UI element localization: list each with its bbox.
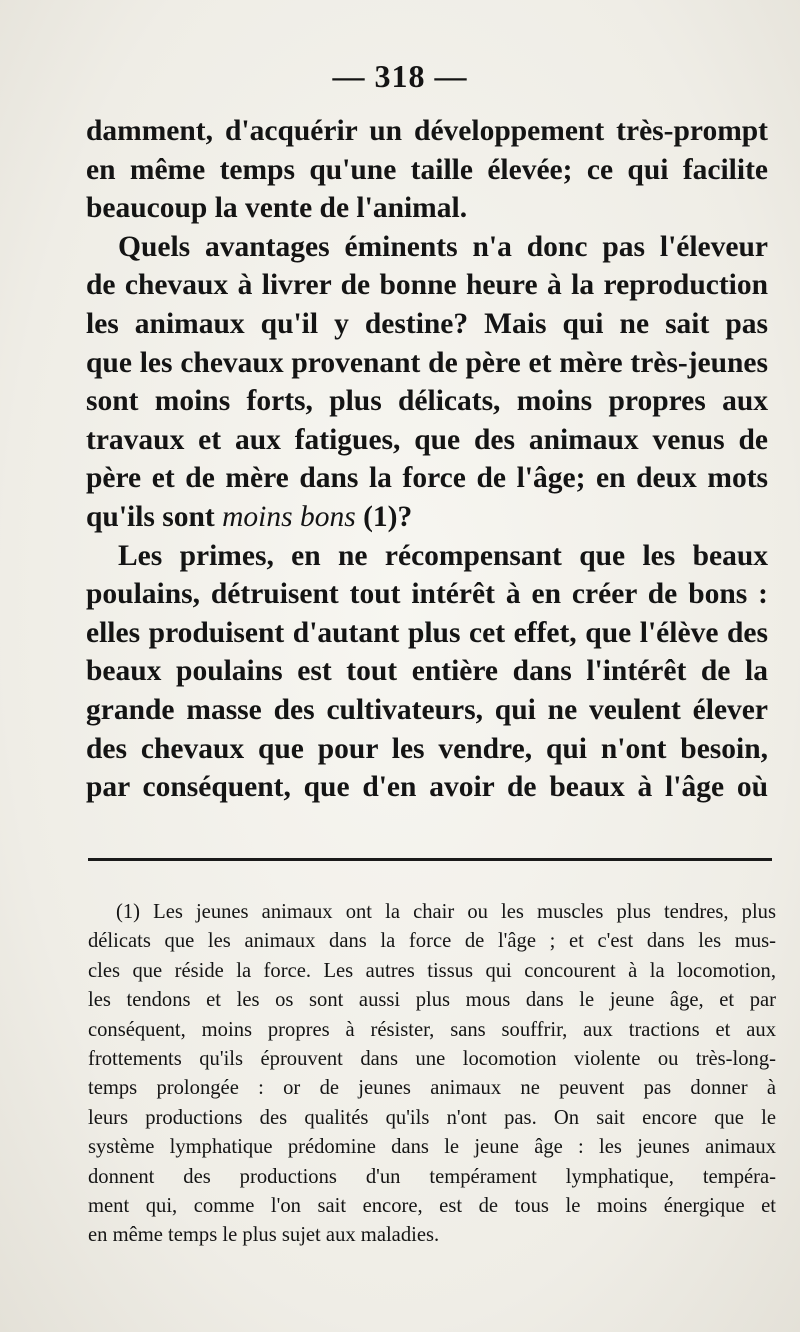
italic-phrase: moins bons: [222, 500, 356, 533]
text-line: grande masse des cultivateurs, qui ne veulent élever: [86, 693, 768, 726]
text-line: Quels avantages éminents n'a donc pas l'éleveur: [118, 230, 768, 263]
footnote-line: (1) Les jeunes animaux ont la chair ou les muscles plus tendres, plus: [116, 901, 776, 923]
paragraph-2: [86, 228, 768, 537]
text-line: elles produisent d'autant plus cet effet, que l'élève des: [86, 616, 768, 649]
paragraph-1: [86, 112, 768, 228]
text-line: que les chevaux provenant de père et mère très-jeunes: [86, 346, 768, 379]
text-line: en même temps qu'une taille élevée; ce qui facilite: [86, 153, 768, 186]
footnote-line: délicats que les animaux dans la force de l'âge ; et c'est dans les mus-: [88, 930, 776, 953]
paragraph-3: [86, 537, 768, 807]
footnote-line: temps prolongée : or de jeunes animaux ne peuvent pas donner à: [88, 1077, 776, 1100]
text-line: poulains, détruisent tout intérêt à en créer de bons :: [86, 578, 768, 611]
footnote-line: ment qui, comme l'on sait encore, est de tous le moins énergique et: [88, 1195, 776, 1218]
text-line: damment, d'acquérir un développement très-prompt: [86, 115, 768, 147]
text-line: [86, 498, 768, 537]
text-line: des chevaux que pour les vendre, qui n'ont besoin,: [86, 732, 768, 765]
footnote-line: cles que réside la force. Les autres tissus qui concourent à la locomotion,: [88, 959, 776, 982]
text-line: beaux poulains est tout entière dans l'intérêt de la: [86, 655, 768, 688]
footnote-line: en même temps le plus sujet aux maladies.: [88, 1224, 440, 1247]
footnote-line: frottements qu'ils éprouvent dans une locomotion violente ou très-long-: [88, 1048, 776, 1071]
text-line: sont moins forts, plus délicats, moins propres aux: [86, 385, 768, 418]
footnote-reference: (1)?: [355, 500, 413, 533]
footnote: [88, 898, 776, 1251]
text-line: Les primes, en ne récompensant que les beaux: [118, 539, 768, 572]
page-number: — 318 —: [332, 58, 468, 94]
main-text: [86, 112, 768, 807]
text-line: de chevaux à livrer de bonne heure à la reproduction: [86, 269, 768, 302]
footnote-line: système lymphatique prédomine dans le jeune âge : les jeunes animaux: [88, 1136, 776, 1159]
text-line: travaux et aux fatigues, que des animaux venus de: [86, 423, 768, 456]
text-line: père et de mère dans la force de l'âge; en deux mots: [86, 462, 768, 495]
footnote-line: conséquent, moins propres à résister, sans souffrir, aux tractions et aux: [88, 1018, 776, 1041]
footnote-divider: [88, 858, 772, 861]
text-run: qu'ils sont: [86, 500, 223, 533]
footnote-line: leurs productions des qualités qu'ils n'ont pas. On sait encore que le: [88, 1106, 776, 1129]
text-line: par conséquent, que d'en avoir de beaux à l'âge où: [86, 771, 768, 804]
footnote-line: les tendons et les os sont aussi plus mous dans le jeune âge, et par: [88, 989, 776, 1012]
text-line: les animaux qu'il y destine? Mais qui ne sait pas: [86, 307, 768, 340]
text-line: beaucoup la vente de l'animal.: [86, 192, 468, 225]
footnote-line: donnent des productions d'un tempérament lymphatique, tempéra-: [88, 1165, 776, 1188]
